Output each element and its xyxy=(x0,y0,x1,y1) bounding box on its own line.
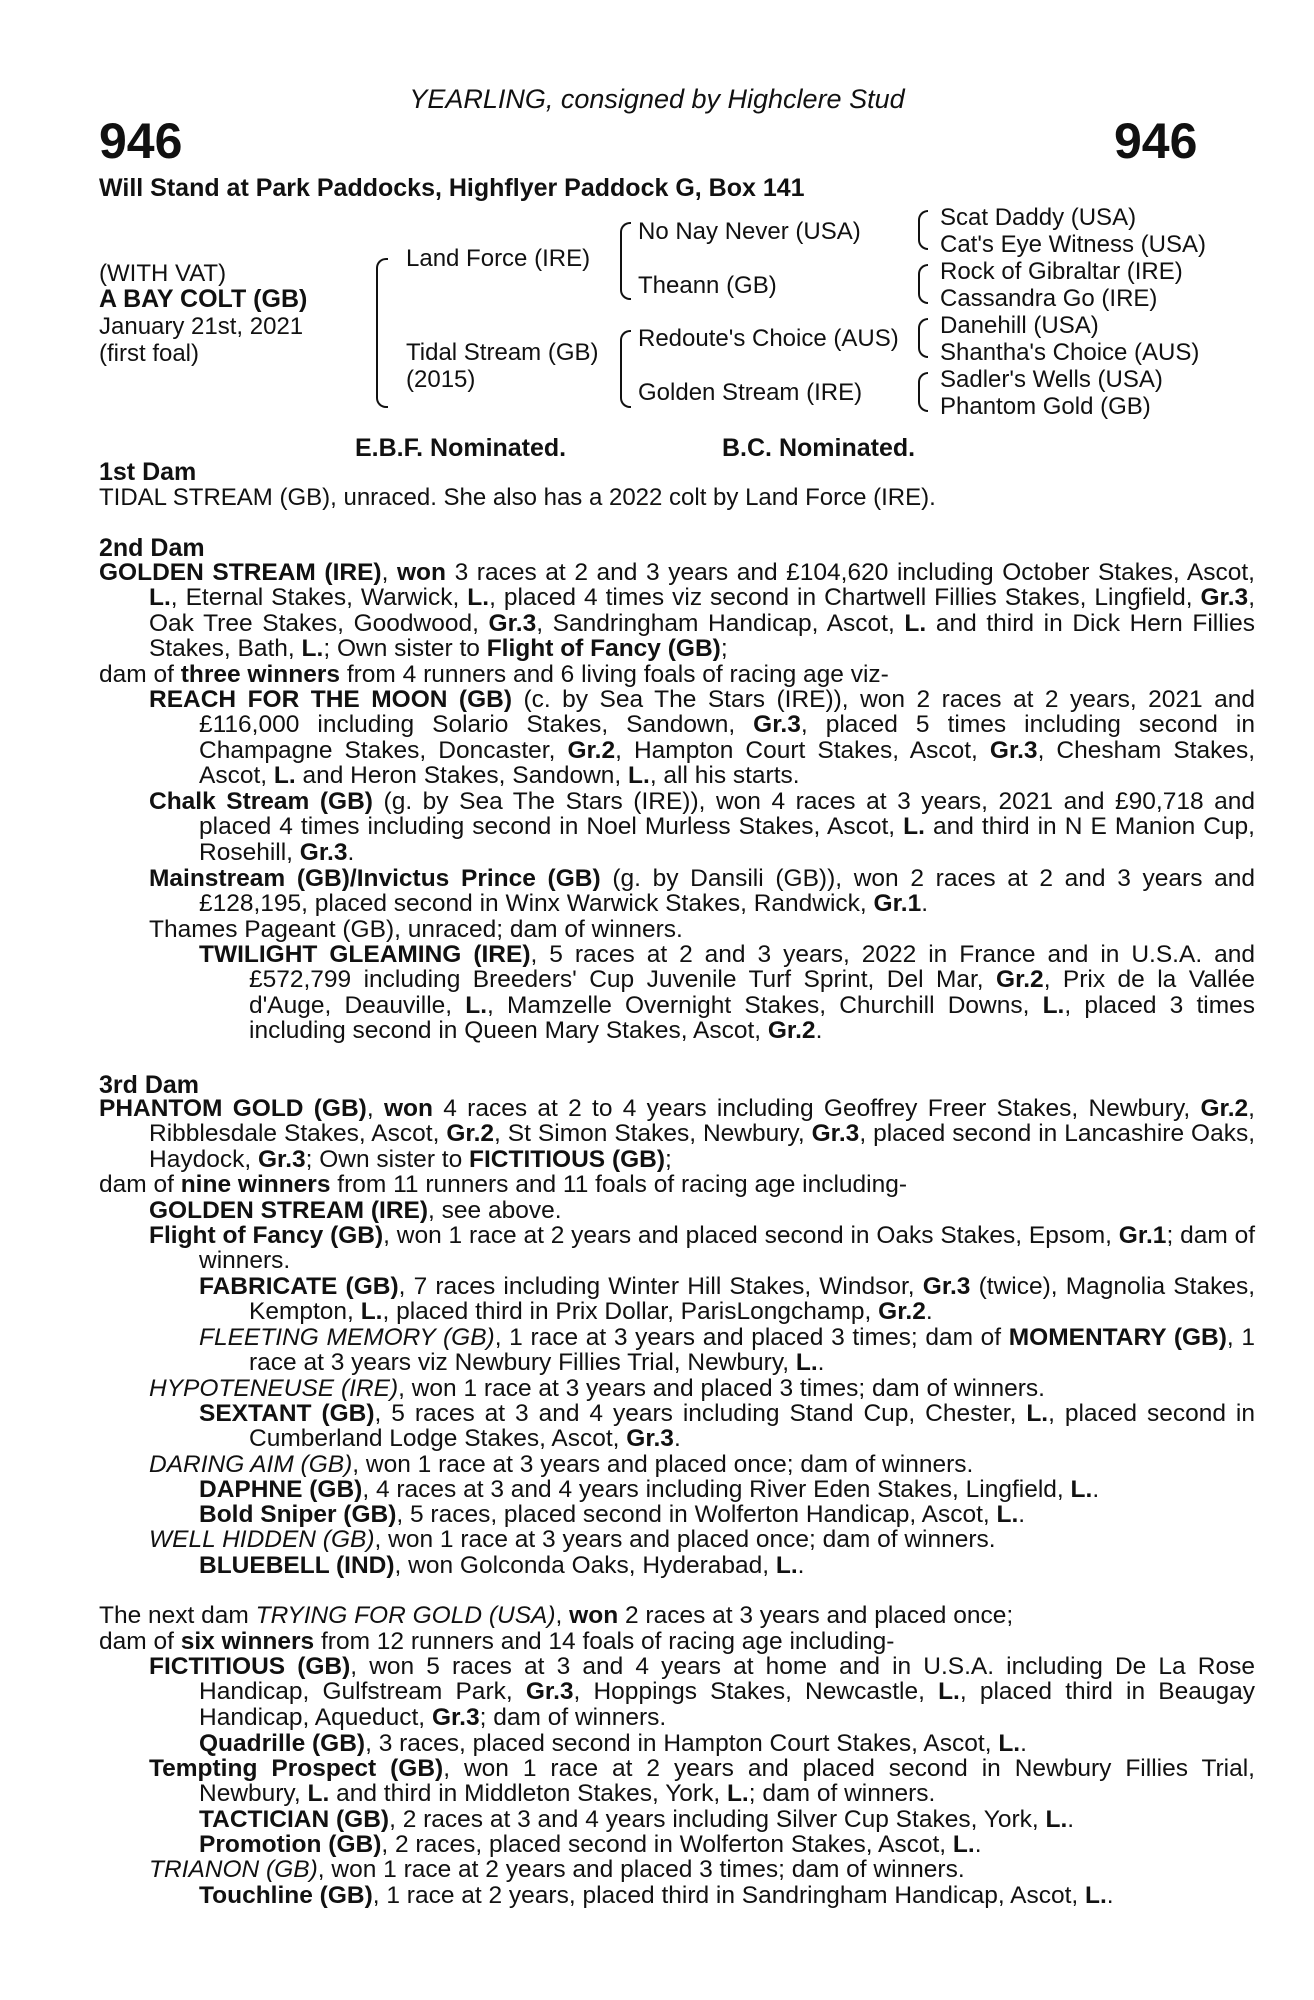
third-dam-heading: 3rd Dam xyxy=(99,1071,200,1099)
next-dam-produce-summary: dam of six winners from 12 runners and 14 foals of racing age including- xyxy=(99,1628,895,1655)
ggd-3: Shantha's Choice (AUS) xyxy=(940,339,1200,366)
horse-name: Tempting Prospect (GB) xyxy=(149,1755,444,1782)
horse-name: GOLDEN STREAM (IRE) xyxy=(149,1197,429,1224)
horse-name: TWILIGHT GLEAMING (IRE) xyxy=(199,941,531,968)
horse-name: TRYING FOR GOLD (USA) xyxy=(255,1602,556,1629)
sire: Land Force (IRE) xyxy=(406,245,591,272)
horse-name: WELL HIDDEN (GB) xyxy=(149,1526,375,1553)
foal-note: (first foal) xyxy=(99,340,200,367)
produce-entry: FICTITIOUS (GB), won 5 races at 3 and 4 years at home and in U.S.A. including De La Rose Handicap, Gulfstream Park, Gr.3, Hoppings Stakes, Newcastle, L., placed third in Beaugay Handicap, Aqueduct, Gr.3; dam of winners. xyxy=(149,1653,1255,1731)
produce-entry: Tempting Prospect (GB), won 1 race at 2 years and placed second in Newbury Fillies Trial, Newbury, L. and third in Middleton Stakes, York, L.; dam of winners. xyxy=(149,1755,1255,1808)
horse-name: DARING AIM (GB) xyxy=(149,1451,353,1478)
dam-of-dam: Golden Stream (IRE) xyxy=(638,379,863,406)
pedigree-brace xyxy=(918,264,928,304)
produce-entry: Thames Pageant (GB), unraced; dam of winners. xyxy=(149,916,683,943)
produce-entry: DAPHNE (GB), 4 races at 3 and 4 years including River Eden Stakes, Lingfield, L.. xyxy=(199,1476,1100,1503)
stand-location: Will Stand at Park Paddocks, Highflyer Paddock G, Box 141 xyxy=(99,174,805,202)
produce-entry: TWILIGHT GLEAMING (IRE), 5 races at 2 and 3 years, 2022 in France and in U.S.A. and £572,799 including Breeders' Cup Juvenile Turf Sprint, Del Mar, Gr.2, Prix de la Vallée d'Auge, Deauville, L., Mamzelle Overnight Stakes, Churchill Downs, L., placed 3 times including second in Queen Mary Stakes, Ascot, Gr.2. xyxy=(199,941,1256,1045)
horse-name: GOLDEN STREAM (IRE) xyxy=(99,559,382,586)
lot-description: A BAY COLT (GB) xyxy=(99,285,308,313)
dam-year: (2015) xyxy=(406,366,476,393)
lot-number-right: 946 xyxy=(1114,113,1198,169)
third-dam-record: PHANTOM GOLD (GB), won 4 races at 2 to 4 years including Geoffrey Freer Stakes, Newbury, Gr.2, Ribblesdale Stakes, Ascot, Gr.2, St Simon Stakes, Newbury, Gr.3, placed second in Lancashire Oaks, Haydock, Gr.3; Own sister to FICTITIOUS (GB); xyxy=(99,1095,1256,1173)
next-dam-record: The next dam TRYING FOR GOLD (USA), won 2 races at 3 years and placed once; xyxy=(99,1602,1014,1629)
produce-entry: FLEETING MEMORY (GB), 1 race at 3 years and placed 3 times; dam of MOMENTARY (GB), 1 race at 3 years viz Newbury Fillies Trial, Newbury, L.. xyxy=(199,1324,1255,1377)
second-dam-produce-summary: dam of three winners from 4 runners and 6 living foals of racing age viz- xyxy=(99,661,889,688)
horse-name: PHANTOM GOLD (GB) xyxy=(99,1095,367,1122)
horse-name: Flight of Fancy (GB) xyxy=(149,1222,384,1249)
pedigree-brace xyxy=(918,318,928,358)
produce-entry: Flight of Fancy (GB), won 1 race at 2 years and placed second in Oaks Stakes, Epsom, Gr.1; dam of winners. xyxy=(149,1222,1255,1275)
pedigree-brace xyxy=(918,210,928,250)
horse-name: SEXTANT (GB) xyxy=(199,1400,375,1427)
horse-name: Touchline (GB) xyxy=(199,1882,373,1909)
second-dam-heading: 2nd Dam xyxy=(99,534,205,562)
produce-entry: Touchline (GB), 1 race at 2 years, placed third in Sandringham Handicap, Ascot, L.. xyxy=(199,1882,1114,1909)
produce-entry: Promotion (GB), 2 races, placed second in Wolferton Stakes, Ascot, L.. xyxy=(199,1831,982,1858)
horse-name: FICTITIOUS (GB) xyxy=(149,1653,351,1680)
horse-name: TRIANON (GB) xyxy=(149,1856,318,1883)
horse-name: Promotion (GB) xyxy=(199,1831,382,1858)
produce-entry: Bold Sniper (GB), 5 races, placed second in Wolferton Handicap, Ascot, L.. xyxy=(199,1501,1026,1528)
first-dam-heading: 1st Dam xyxy=(99,458,197,486)
horse-name: REACH FOR THE MOON (GB) xyxy=(149,686,512,713)
ggd-2: Cassandra Go (IRE) xyxy=(940,285,1158,312)
ggs-2: Rock of Gibraltar (IRE) xyxy=(940,258,1183,285)
produce-entry: DARING AIM (GB), won 1 race at 3 years and placed once; dam of winners. xyxy=(149,1451,974,1478)
horse-name: Mainstream (GB)/Invictus Prince (GB) xyxy=(149,865,601,892)
first-dam-text: TIDAL STREAM (GB), unraced. She also has a 2022 colt by Land Force (IRE). xyxy=(99,484,936,511)
produce-entry: GOLDEN STREAM (IRE), see above. xyxy=(149,1197,562,1224)
produce-entry: TACTICIAN (GB), 2 races at 3 and 4 years including Silver Cup Stakes, York, L.. xyxy=(199,1806,1075,1833)
ggs-1: Scat Daddy (USA) xyxy=(940,204,1137,231)
horse-name: FLEETING MEMORY (GB) xyxy=(199,1324,495,1351)
dam: Tidal Stream (GB) xyxy=(406,339,599,366)
consignment-line: YEARLING, consigned by Highclere Stud xyxy=(409,84,905,114)
horse-name: HYPOTENEUSE (IRE) xyxy=(149,1375,399,1402)
lot-number-left: 946 xyxy=(99,113,183,169)
ggd-4: Phantom Gold (GB) xyxy=(940,393,1151,420)
ggs-3: Danehill (USA) xyxy=(940,312,1099,339)
second-dam-record: GOLDEN STREAM (IRE), won 3 races at 2 and 3 years and £104,620 including October Stakes, Ascot, L., Eternal Stakes, Warwick, L., placed 4 times viz second in Chartwell Fillies Stakes, Lingfield, Gr.3, Oak Tree Stakes, Goodwood, Gr.3, Sandringham Handicap, Ascot, L. and third in Dick Hern Fillies Stakes, Bath, L.; Own sister to Flight of Fancy (GB); xyxy=(99,559,1255,663)
produce-entry: Quadrille (GB), 3 races, placed second in Hampton Court Stakes, Ascot, L.. xyxy=(199,1730,1027,1757)
third-dam-produce-summary: dam of nine winners from 11 runners and 11 foals of racing age including- xyxy=(99,1171,908,1198)
produce-entry: WELL HIDDEN (GB), won 1 race at 3 years and placed once; dam of winners. xyxy=(149,1526,996,1553)
produce-entry: HYPOTENEUSE (IRE), won 1 race at 3 years and placed 3 times; dam of winners. xyxy=(149,1375,1045,1402)
sire-of-dam: Redoute's Choice (AUS) xyxy=(638,325,899,352)
produce-entry: SEXTANT (GB), 5 races at 3 and 4 years including Stand Cup, Chester, L., placed second in Cumberland Lodge Stakes, Ascot, Gr.3. xyxy=(199,1400,1255,1453)
horse-name: DAPHNE (GB) xyxy=(199,1476,363,1503)
date-of-birth: January 21st, 2021 xyxy=(99,313,304,340)
produce-entry: Chalk Stream (GB) (g. by Sea The Stars (IRE)), won 4 races at 3 years, 2021 and £90,718 and placed 4 times including second in Noel Murless Stakes, Ascot, L. and third in N E Manion Cup, Rosehill, Gr.3. xyxy=(149,788,1256,866)
produce-entry: TRIANON (GB), won 1 race at 2 years and placed 3 times; dam of winners. xyxy=(149,1856,965,1883)
horse-name: BLUEBELL (IND) xyxy=(199,1552,395,1579)
pedigree-brace xyxy=(620,330,631,408)
dam-of-sire: Theann (GB) xyxy=(638,272,777,299)
horse-name: Bold Sniper (GB) xyxy=(199,1501,397,1528)
produce-entry: BLUEBELL (IND), won Golconda Oaks, Hyderabad, L.. xyxy=(199,1552,805,1579)
pedigree-brace xyxy=(620,222,631,300)
horse-name: Quadrille (GB) xyxy=(199,1730,366,1757)
produce-entry: Mainstream (GB)/Invictus Prince (GB) (g. by Dansili (GB)), won 2 races at 2 and 3 years and £128,195, placed second in Winx Warwick Stakes, Randwick, Gr.1. xyxy=(149,865,1256,918)
ebf-nomination: E.B.F. Nominated. xyxy=(355,434,567,462)
pedigree-brace xyxy=(376,258,388,408)
horse-name: TACTICIAN (GB) xyxy=(199,1806,390,1833)
vat-note: (WITH VAT) xyxy=(99,260,227,287)
horse-name: FABRICATE (GB) xyxy=(199,1273,399,1300)
sire-of-sire: No Nay Never (USA) xyxy=(638,218,861,245)
ggs-4: Sadler's Wells (USA) xyxy=(940,366,1163,393)
produce-entry: REACH FOR THE MOON (GB) (c. by Sea The Stars (IRE)), won 2 races at 2 years, 2021 and £116,000 including Solario Stakes, Sandown, Gr.3, placed 5 times including second in Champagne Stakes, Doncaster, Gr.2, Hampton Court Stakes, Ascot, Gr.3, Chesham Stakes, Ascot, L. and Heron Stakes, Sandown, L., all his starts. xyxy=(149,686,1256,790)
bc-nomination: B.C. Nominated. xyxy=(722,434,916,462)
ggd-1: Cat's Eye Witness (USA) xyxy=(940,231,1206,258)
pedigree-brace xyxy=(918,372,928,412)
produce-entry: FABRICATE (GB), 7 races including Winter Hill Stakes, Windsor, Gr.3 (twice), Magnolia Stakes, Kempton, L., placed third in Prix Dollar, ParisLongchamp, Gr.2. xyxy=(199,1273,1256,1326)
horse-name: Chalk Stream (GB) xyxy=(149,788,373,815)
